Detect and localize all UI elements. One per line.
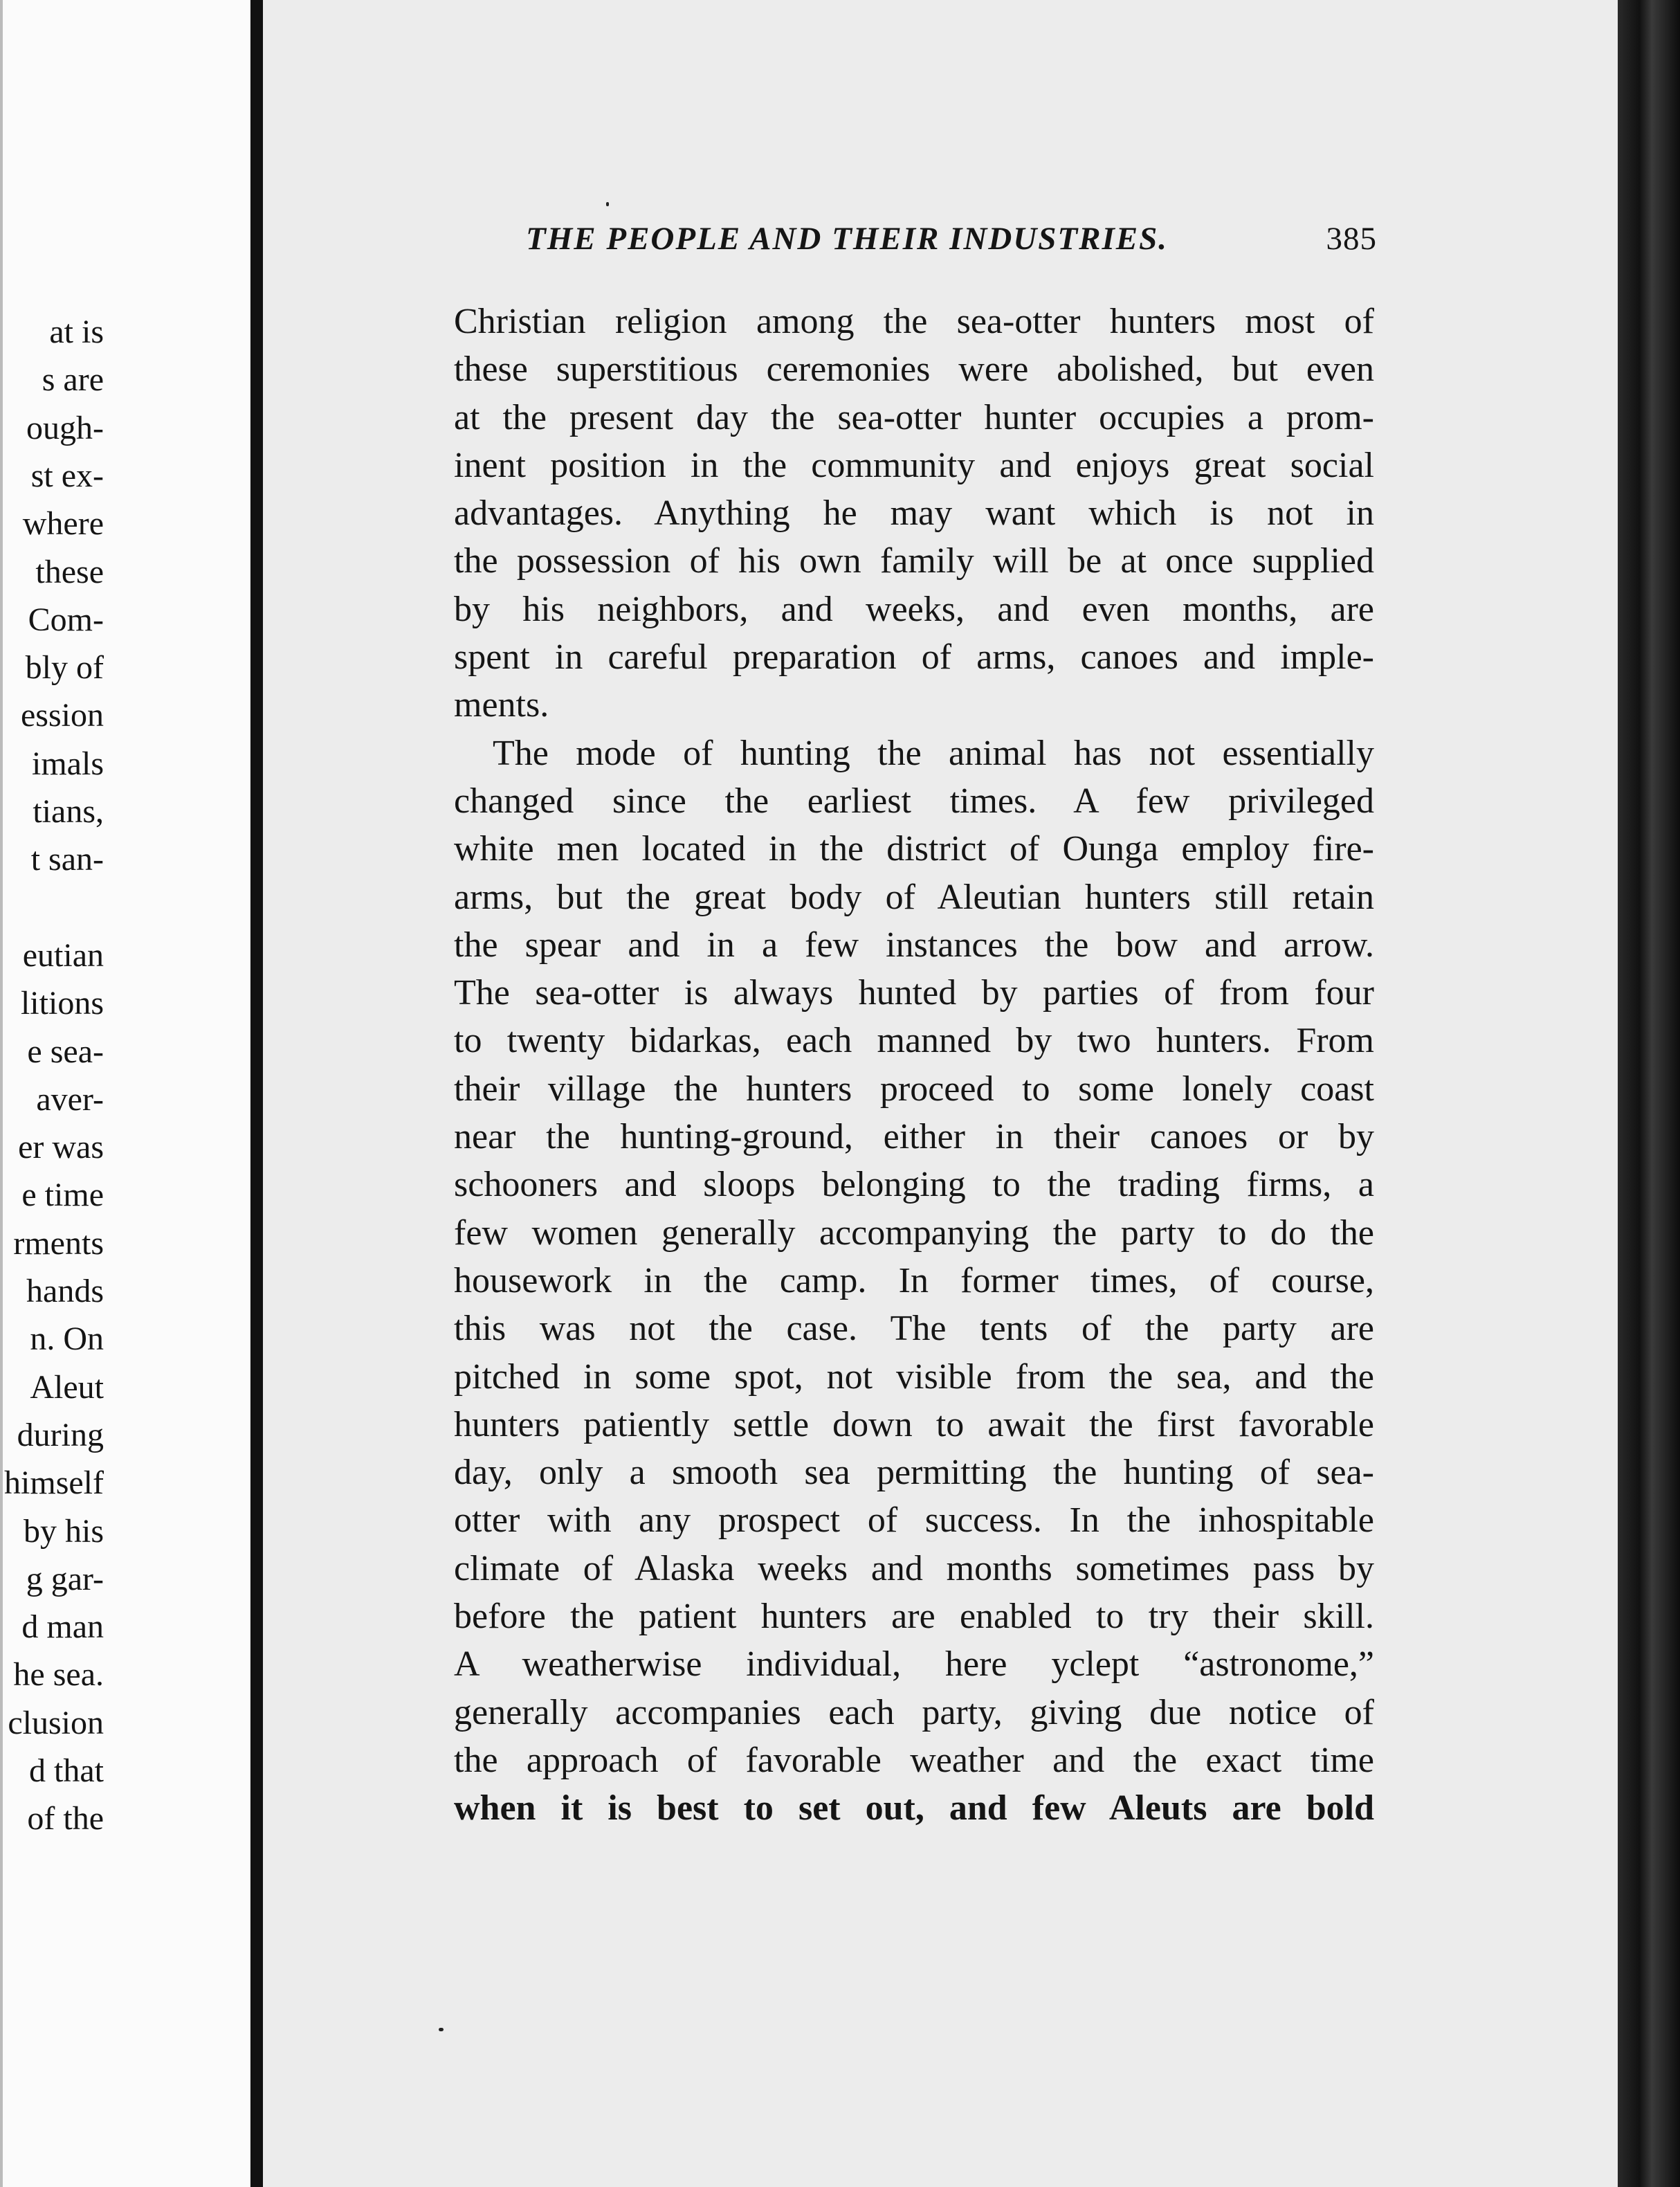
text-line: The mode of hunting the animal has not essentially [493, 733, 1374, 773]
facing-page-fragment: ession [21, 697, 104, 734]
facing-page-fragment: by his [23, 1512, 104, 1550]
text-line: arms, but the great body of Aleutian hunters still retain [454, 877, 1374, 917]
facing-page-fragment: where [22, 505, 104, 543]
running-title: THE PEOPLE AND THEIR INDUSTRIES. [526, 221, 1168, 257]
facing-page-fragment: e time [21, 1177, 104, 1214]
text-line: to twenty bidarkas, each manned by two hunters. From [454, 1021, 1374, 1061]
text-line: advantages. Anything he may want which is not in [454, 493, 1374, 534]
text-line: white men located in the district of Ounga employ fire- [454, 829, 1374, 869]
facing-page-fragment: eutian [22, 936, 104, 974]
text-line: schooners and sloops belonging to the trading firms, a [454, 1165, 1374, 1205]
facing-page-fragment: of the [27, 1800, 104, 1837]
text-line: their village the hunters proceed to some lonely coast [454, 1069, 1374, 1109]
facing-page-fragment: g gar- [26, 1560, 104, 1597]
facing-page-fragment: rments [13, 1224, 104, 1262]
text-line: day, only a smooth sea permitting the hunting of sea- [454, 1453, 1374, 1493]
facing-page-fragment: bly of [25, 649, 104, 687]
text-line: Christian religion among the sea-otter hunters most of [454, 302, 1374, 341]
stray-ink-mark [439, 2028, 444, 2031]
facing-page-fragment: d that [29, 1752, 104, 1789]
facing-page-fragment: Aleut [30, 1368, 104, 1406]
facing-page-fragment: d man [21, 1608, 104, 1646]
text-line: hunters patiently settle down to await the first favorable [454, 1404, 1374, 1444]
facing-page-fragment: e sea- [27, 1033, 104, 1070]
text-line: generally accompanies each party, giving due notice of [454, 1692, 1374, 1732]
text-line: The sea-otter is always hunted by parties of from four [454, 973, 1374, 1013]
facing-page-fragment: clusion [8, 1704, 104, 1741]
running-head [526, 220, 1377, 262]
text-line: otter with any prospect of success. In the inhospitable [454, 1500, 1374, 1541]
facing-page-fragment: st ex- [30, 457, 104, 494]
text-line: changed since the earliest times. A few privileged [454, 781, 1374, 821]
text-line: the possession of his own family will be at once supplied [454, 541, 1374, 581]
facing-page-fragment: tians, [33, 793, 104, 830]
facing-page-fragment: s are [42, 361, 104, 399]
facing-page-fragment: during [17, 1416, 104, 1453]
binding-gutter [250, 0, 263, 2187]
facing-page-fragment: these [35, 553, 104, 590]
text-line: the approach of favorable weather and the exact time [454, 1740, 1374, 1780]
scan-left-edge [0, 0, 3, 2187]
text-line: these superstitious ceremonies were abolished, but even [454, 350, 1374, 390]
text-line: A weatherwise individual, here yclept “astronome,” [454, 1644, 1374, 1685]
text-line: when it is best to set out, and few Aleuts are bold [454, 1788, 1374, 1828]
facing-page-fragment: n. On [30, 1321, 104, 1358]
text-line: inent position in the community and enjoys great social [454, 445, 1374, 485]
text-line: few women generally accompanying the party to do the [454, 1213, 1374, 1253]
text-line: housework in the camp. In former times, of course, [454, 1260, 1374, 1300]
facing-page-fragment: Com- [28, 601, 104, 638]
page-edge-border [1618, 0, 1680, 2187]
facing-page-fragment: he sea. [13, 1656, 104, 1694]
text-line: ments. [454, 685, 549, 725]
body-text [454, 298, 1374, 1833]
text-line: the spear and in a few instances the bow and arrow. [454, 925, 1374, 965]
facing-page-fragment: litions [20, 985, 104, 1022]
facing-page-fragment: himself [4, 1464, 104, 1502]
text-line: this was not the case. The tents of the party are [454, 1309, 1374, 1349]
page-number: 385 [1326, 221, 1377, 257]
stray-ink-mark [606, 202, 609, 206]
facing-page-fragment: t san- [30, 841, 104, 878]
text-line: at the present day the sea-otter hunter occupies a prom- [454, 397, 1374, 437]
text-line: by his neighbors, and weeks, and even months, are [454, 589, 1374, 629]
text-line: climate of Alaska weeks and months sometimes pass by [454, 1548, 1374, 1588]
text-line: near the hunting-ground, either in their canoes or by [454, 1117, 1374, 1157]
facing-page-fragment: imals [32, 745, 104, 782]
facing-page-fragment: er was [18, 1129, 104, 1166]
text-line: spent in careful preparation of arms, canoes and imple- [454, 637, 1374, 678]
facing-page-fragment: at is [49, 314, 104, 350]
facing-page-fragment: aver- [36, 1080, 104, 1118]
text-line: pitched in some spot, not visible from the sea, and the [454, 1356, 1374, 1397]
facing-page-fragment: hands [26, 1273, 104, 1309]
text-line: before the patient hunters are enabled to try their skill. [454, 1597, 1374, 1637]
facing-page-fragment: ough- [26, 409, 104, 446]
facing-page [0, 0, 249, 2187]
